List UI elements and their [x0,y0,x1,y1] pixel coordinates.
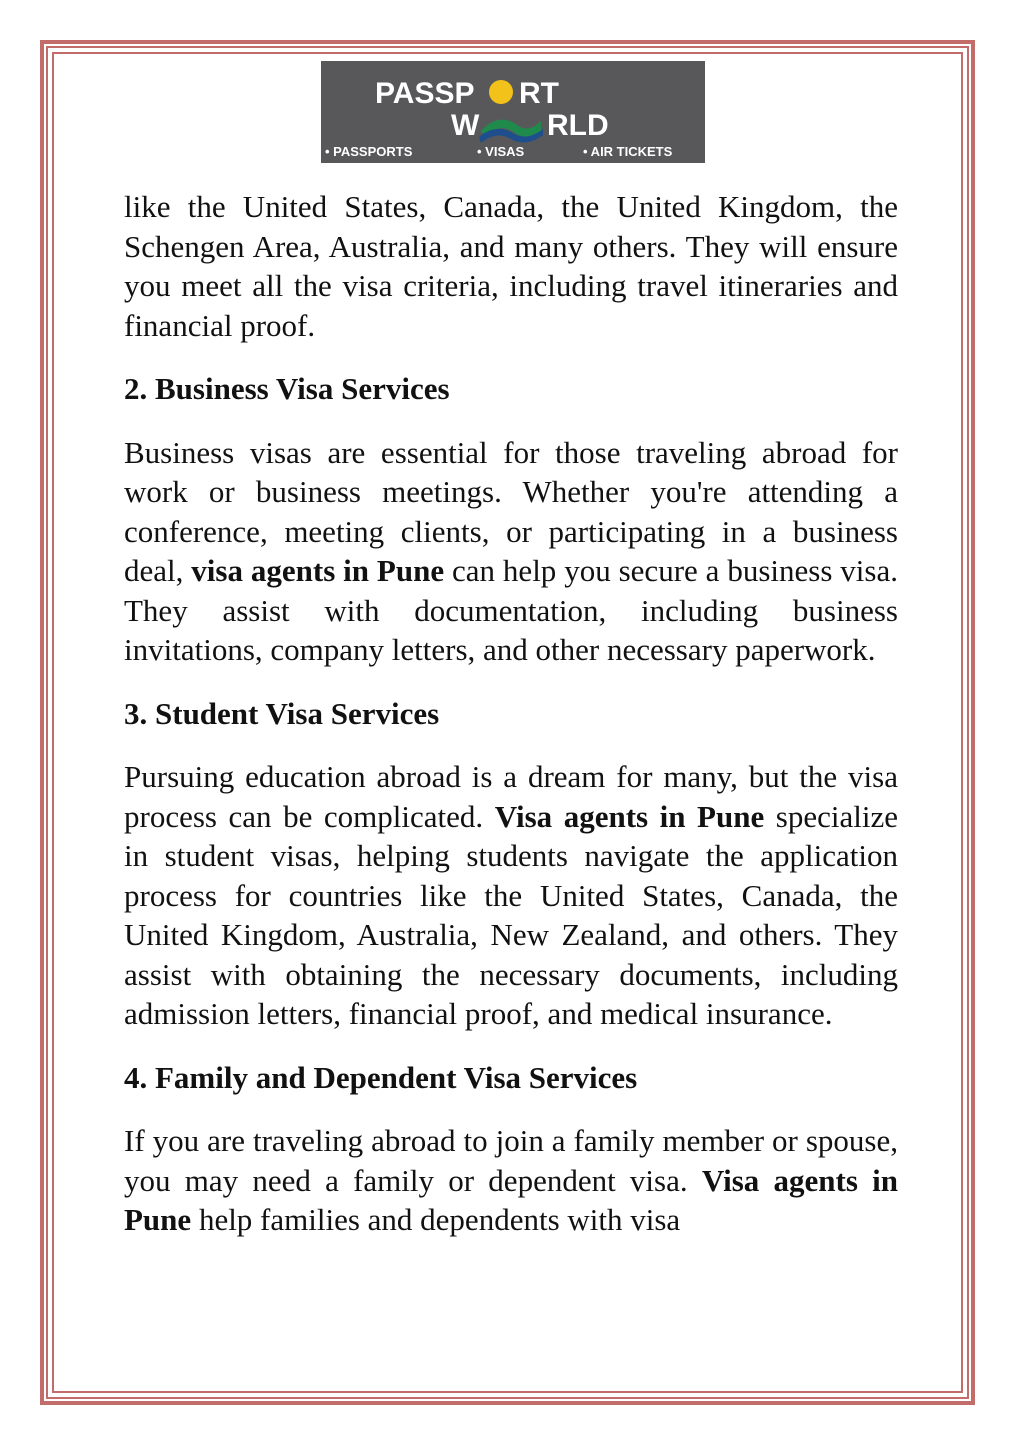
paragraph-text: Pursuing education abroad is a dream for many, but the visa process can be complicated. [124,759,898,834]
logo-service-passports: • PASSPORTS [325,144,413,159]
logo-line2-left: W [451,109,480,142]
paragraph-text: specialize in student visas, helping students navigate the application process for countries like the United States, Canada, the United Kingdom, Australia, New Zealand, and others. They assist with obtaining the necessary documents, including admission letters, financial proof, and medical insurance. [124,798,898,1031]
logo-service-visas: • VISAS [477,144,525,159]
section-heading-business: 2. Business Visa Services [124,371,450,406]
section-paragraph-business [124,433,898,670]
logo-line1-right: RT [519,77,559,110]
intro-paragraph: like the United States, Canada, the United Kingdom, the Schengen Area, Australia, and many others. They will ensure you meet all the visa criteria, including travel itineraries and financial proof. [124,189,898,343]
keyword-link-text: visa agents in Pune [191,553,445,588]
section-heading-family: 4. Family and Dependent Visa Services [124,1059,638,1095]
keyword-link-text: Visa agents in Pune [124,1162,898,1237]
paragraph-text: help families and dependents with visa [191,1202,681,1237]
paragraph-text: If you are traveling abroad to join a family member or spouse, you may need a family or dependent visa. [124,1123,898,1198]
logo-graphic [321,61,705,163]
keyword-link-text: Visa agents in Pune [494,798,765,834]
paragraph-text: can help you secure a business visa. They assist with documentation, including business invitations, company letters, and other necessary paperwork. [124,553,898,667]
logo-service-air-tickets: • AIR TICKETS [583,144,673,159]
document-body [124,187,898,1240]
sun-icon [489,80,513,104]
paragraph-text: Business visas are essential for those traveling abroad for work or business meetings. Whether you're attending a conference, meeting clients, or participating in a business deal, [124,434,898,588]
section-heading-student: 3. Student Visa Services [124,695,440,731]
passport-world-logo [321,61,705,163]
logo-line1-left: PASSP [375,77,475,110]
section-paragraph-family [124,1121,898,1240]
logo-line2-right: RLD [547,109,609,142]
section-paragraph-student [124,757,898,1034]
